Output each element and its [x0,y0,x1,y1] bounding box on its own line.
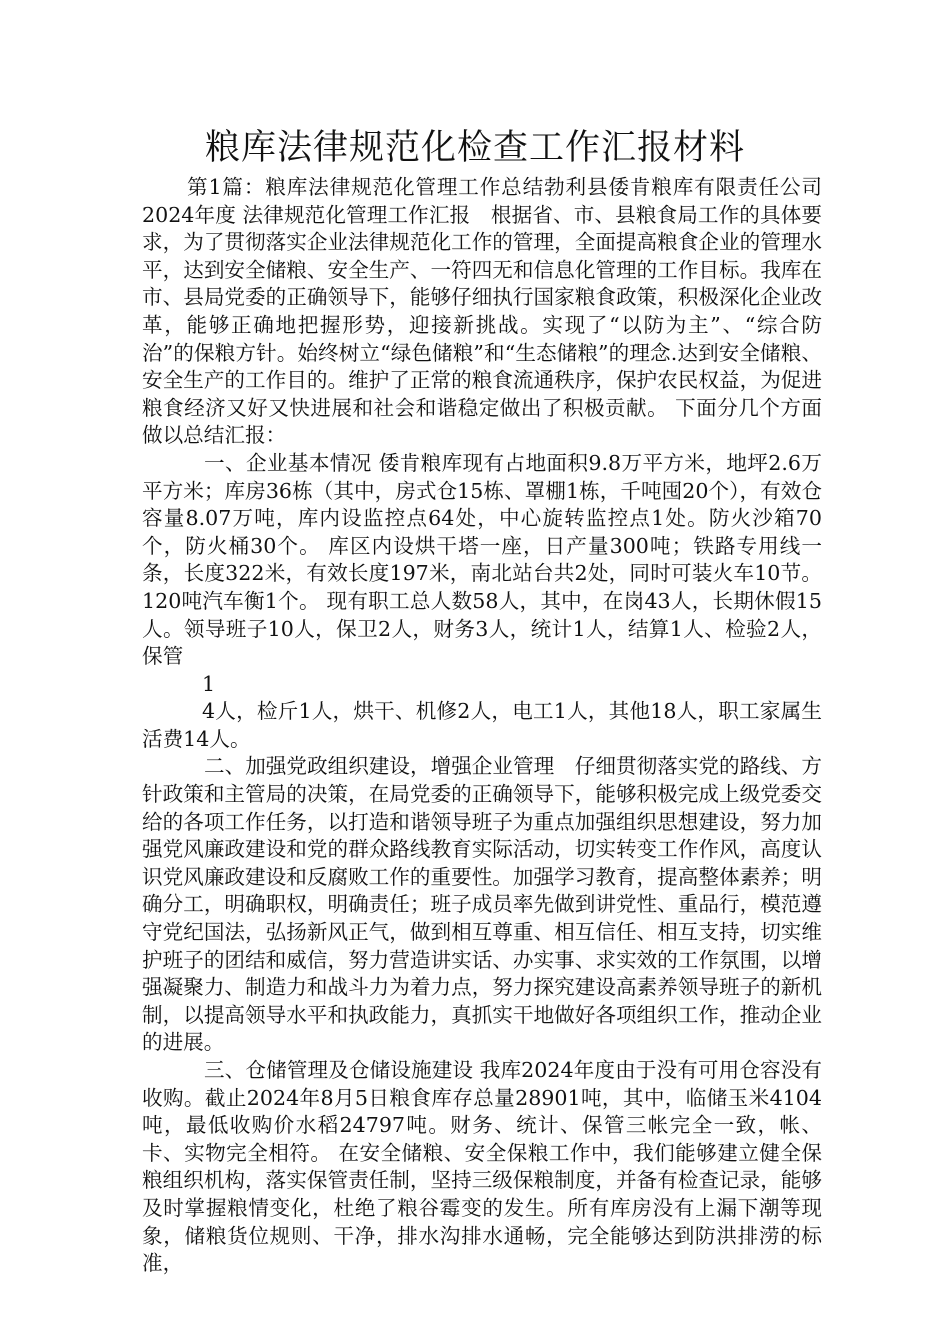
paragraph-storage-management: 三、仓储管理及仓储设施建设 我库2024年度由于没有可用仓容没有收购。截止2024年8月5日粮食库存总量28901吨，其中，临储玉米4104吨，最低收购价水稻24797吨。财务、统计、保管三帐完全一致，帐、卡、实物完全相符。 在安全储粮、安全保粮工作中，我们能够建立健全保粮组织机构，落实保管责任制，坚持三级保粮制度，并备有检查记录，能够及时掌握粮情变化，杜绝了粮谷霉变的发生。所有库房没有上漏下潮等现象，储粮货位规则、干净，排水沟排水通畅，完全能够达到防洪排涝的标准， [142,1058,822,1276]
paragraph-basic-info-continued: 4人，检斤1人，烘干、机修2人，电工1人，其他18人，职工家属生活费14人。 [142,699,822,751]
paragraph-party-building: 二、加强党政组织建设，增强企业管理 仔细贯彻落实党的路线、方针政策和主管局的决策，在局党委的正确领导下，能够积极完成上级党委交给的各项工作任务，以打造和谐领导班子为重点加强组织思想建设，努力加强党风廉政建设和党的群众路线教育实际活动，切实转变工作作风，高度认识党风廉政建设和反腐败工作的重要性。加强学习教育，提高整体素养；明确分工，明确职权，明确责任；班子成员率先做到讲党性、重品行，模范遵守党纪国法，弘扬新风正气，做到相互尊重、相互信任、相互支持，切实维护班子的团结和威信，努力营造讲实话、办实事、求实效的工作氛围，以增强凝聚力、制造力和战斗力为着力点，努力探究建设高素养领导班子的新机制，以提高领导水平和执政能力，真抓实干地做好各项组织工作，推动企业的进展。 [142,754,822,1055]
document-title: 粮库法律规范化检查工作汇报材料 [204,128,745,168]
paragraph-basic-info: 一、企业基本情况 倭肯粮库现有占地面积9.8万平方米，地坪2.6万平方米；库房36栋（其中，房式仓15栋、罩棚1栋，千吨囤20个），有效仓容量8.07万吨，库内设监控点64处，中心旋转监控点1处。防火沙箱70个，防火桶30个。 库区内设烘干塔一座，日产量300吨；铁路专用线一条，长度322米，有效长度197米，南北站台共2处，同时可装火车10节。120吨汽车衡1个。 现有职工总人数58人，其中，在岗43人，长期休假15人。领导班子10人，保卫2人，财务3人，统计1人，结算1人、检验2人，保管 [142,450,822,669]
page-number: 1 [202,671,216,696]
document-body [142,174,822,1278]
paragraph-intro: 第1篇：粮库法律规范化管理工作总结勃利县倭肯粮库有限责任公司2024年度 法律规范化管理工作汇报 根据省、市、县粮食局工作的具体要求，为了贯彻落实企业法律规范化工作的管理，全面提高粮食企业的管理水平，达到安全储粮、安全生产、一符四无和信息化管理的工作目标。我库在市、县局党委的正确领导下，能够仔细执行国家粮食政策，积极深化企业改革，能够正确地把握形势，迎接新挑战。实现了“以防为主”、“综合防治”的保粮方针。始终树立“绿色储粮”和“生态储粮”的理念.达到安全储粮、安全生产的工作目的。维护了正常的粮食流通秩序，保护农民权益，为促进粮食经济又好又快进展和社会和谐稳定做出了积极贡献。 下面分几个方面做以总结汇报： [142,175,822,448]
